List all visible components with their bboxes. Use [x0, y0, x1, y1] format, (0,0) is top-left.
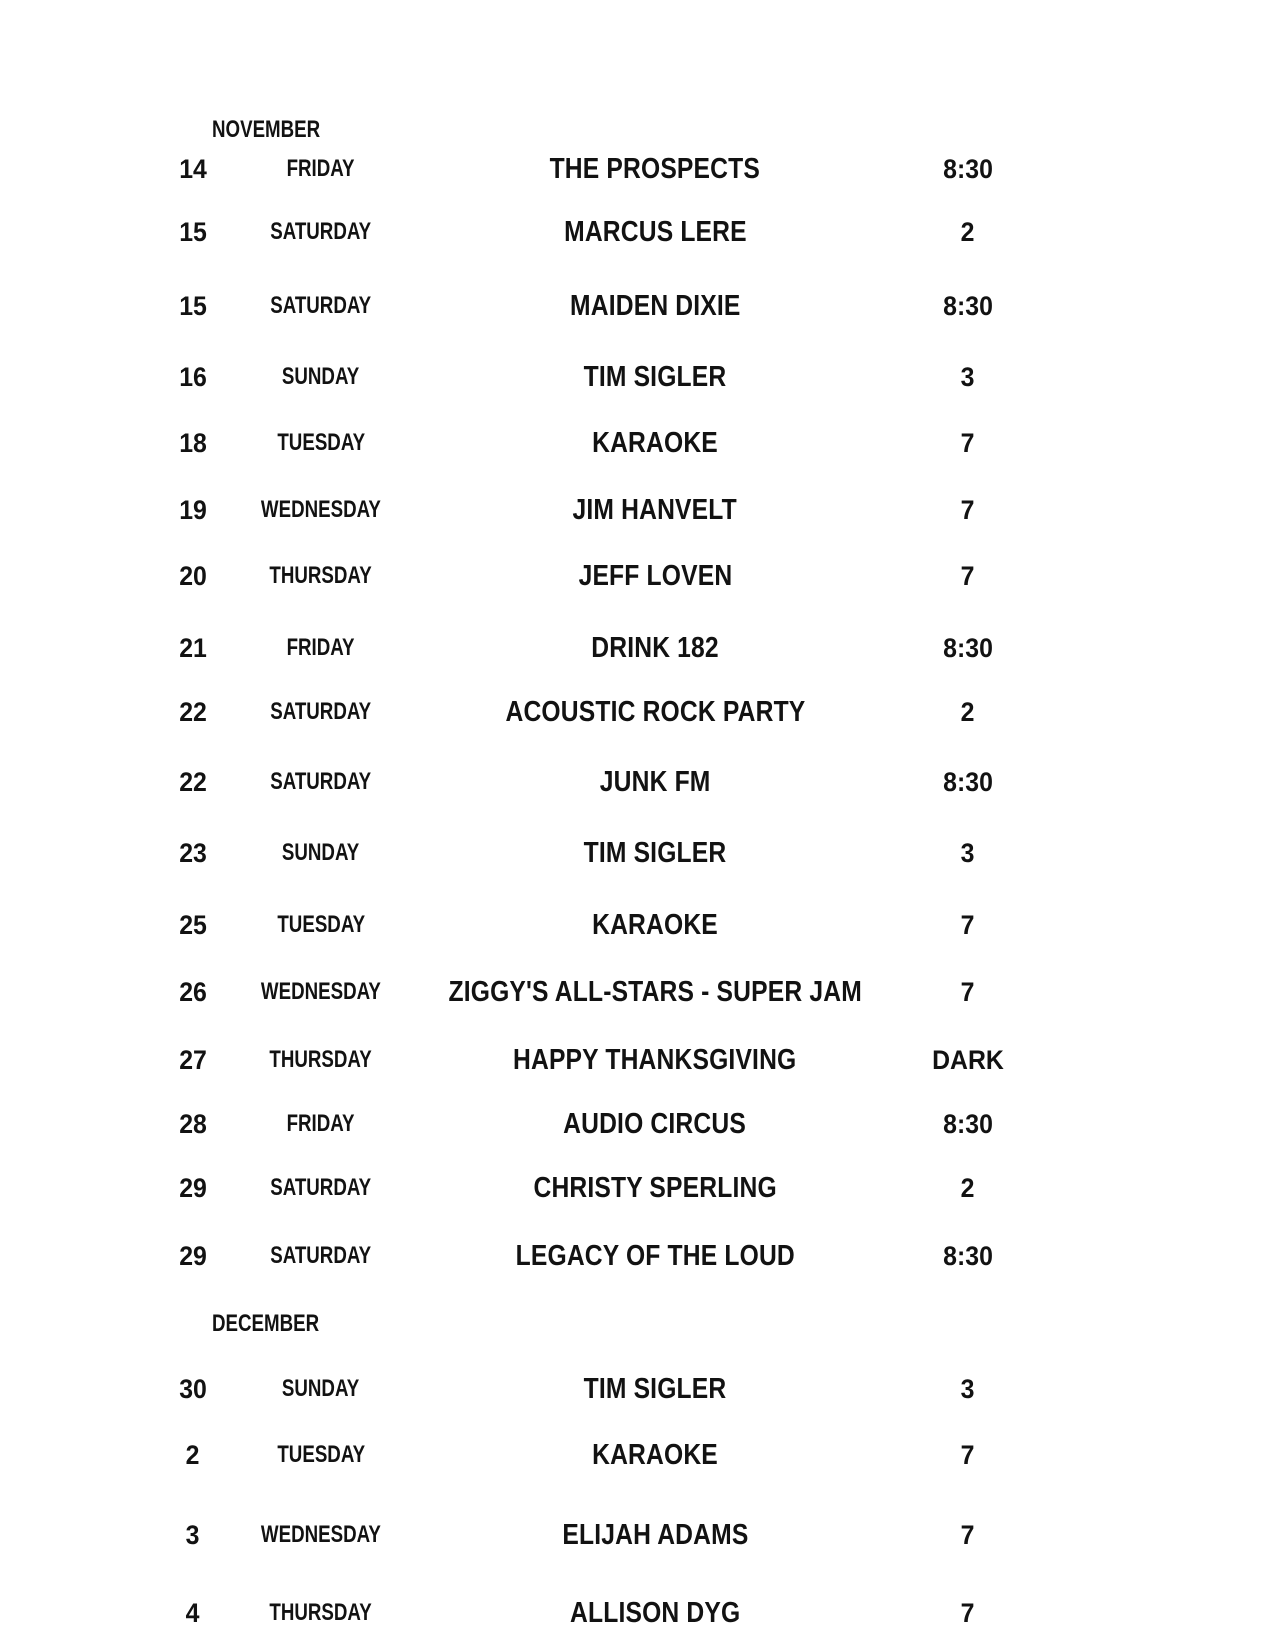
- event-cell: ZIGGY'S ALL-STARS - SUPER JAM: [448, 976, 862, 1008]
- time-cell: 7: [961, 428, 975, 458]
- schedule-row: [0, 837, 1275, 869]
- time-cell: 7: [961, 910, 975, 940]
- month-label: NOVEMBER: [212, 116, 321, 143]
- time-cell: 7: [961, 977, 975, 1007]
- time-cell: 3: [961, 1374, 975, 1404]
- event-cell: DRINK 182: [591, 632, 719, 664]
- date-cell: 25: [179, 910, 207, 940]
- month-label: DECEMBER: [212, 1310, 320, 1337]
- event-cell: TIM SIGLER: [583, 837, 727, 869]
- date-cell: 19: [179, 495, 207, 525]
- time-cell: 7: [961, 1520, 975, 1550]
- time-cell: 2: [961, 217, 975, 247]
- time-cell: DARK: [932, 1045, 1004, 1075]
- day-cell: SATURDAY: [270, 292, 372, 319]
- event-cell: CHRISTY SPERLING: [533, 1172, 777, 1204]
- day-cell: WEDNESDAY: [261, 978, 381, 1005]
- day-cell: SATURDAY: [270, 218, 372, 245]
- event-cell: TIM SIGLER: [583, 1373, 727, 1405]
- event-cell: KARAOKE: [592, 1439, 718, 1471]
- schedule-row: [0, 427, 1275, 459]
- schedule-row: [0, 560, 1275, 592]
- day-cell: TUESDAY: [277, 429, 365, 456]
- event-cell: ALLISON DYG: [569, 1597, 741, 1629]
- date-cell: 15: [179, 217, 207, 247]
- event-cell: MAIDEN DIXIE: [569, 290, 741, 322]
- schedule-row: [0, 216, 1275, 248]
- day-cell: SATURDAY: [270, 768, 372, 795]
- day-cell: TUESDAY: [277, 911, 365, 938]
- schedule-row: [0, 976, 1275, 1008]
- event-cell: KARAOKE: [592, 909, 718, 941]
- event-cell: JEFF LOVEN: [578, 560, 732, 592]
- time-cell: 7: [961, 1440, 975, 1470]
- date-cell: 18: [179, 428, 207, 458]
- date-cell: 27: [179, 1045, 207, 1075]
- date-cell: 21: [179, 633, 207, 663]
- event-cell: MARCUS LERE: [563, 216, 747, 248]
- date-cell: 26: [179, 977, 207, 1007]
- date-cell: 29: [179, 1173, 207, 1203]
- event-cell: AUDIO CIRCUS: [563, 1108, 747, 1140]
- time-cell: 3: [961, 838, 975, 868]
- event-cell: ACOUSTIC ROCK PARTY: [505, 696, 805, 728]
- time-cell: 8:30: [943, 767, 993, 797]
- event-cell: ELIJAH ADAMS: [561, 1519, 749, 1551]
- date-cell: 30: [179, 1374, 207, 1404]
- time-cell: 8:30: [943, 291, 993, 321]
- schedule-row: [0, 1044, 1275, 1076]
- date-cell: 2: [186, 1440, 200, 1470]
- event-cell: KARAOKE: [592, 427, 718, 459]
- time-cell: 3: [961, 362, 975, 392]
- schedule-row: [0, 1519, 1275, 1551]
- day-cell: FRIDAY: [287, 155, 355, 182]
- schedule-row: [0, 361, 1275, 393]
- time-cell: 7: [961, 561, 975, 591]
- day-cell: THURSDAY: [269, 1599, 373, 1626]
- date-cell: 20: [179, 561, 207, 591]
- day-cell: SATURDAY: [270, 698, 372, 725]
- day-cell: SATURDAY: [270, 1242, 372, 1269]
- day-cell: THURSDAY: [269, 562, 373, 589]
- event-cell: THE PROSPECTS: [549, 153, 761, 185]
- schedule-row: [0, 1172, 1275, 1204]
- day-cell: FRIDAY: [287, 634, 355, 661]
- day-cell: SUNDAY: [282, 1375, 360, 1402]
- time-cell: 7: [961, 1598, 975, 1628]
- date-cell: 14: [179, 154, 207, 184]
- schedule-row: [0, 153, 1275, 185]
- schedule-row: [0, 696, 1275, 728]
- date-cell: 15: [179, 291, 207, 321]
- time-cell: 7: [961, 495, 975, 525]
- schedule-row: [0, 1597, 1275, 1629]
- schedule-row: [0, 1240, 1275, 1272]
- schedule-row: [0, 632, 1275, 664]
- schedule-row: [0, 1373, 1275, 1405]
- schedule-row: [0, 494, 1275, 526]
- time-cell: 8:30: [943, 633, 993, 663]
- date-cell: 16: [179, 362, 207, 392]
- day-cell: WEDNESDAY: [261, 496, 381, 523]
- event-cell: JIM HANVELT: [572, 494, 738, 526]
- day-cell: SUNDAY: [282, 839, 360, 866]
- event-cell: LEGACY OF THE LOUD: [515, 1240, 795, 1272]
- date-cell: 28: [179, 1109, 207, 1139]
- schedule-row: [0, 766, 1275, 798]
- month-header-december: [0, 1308, 1275, 1340]
- event-cell: TIM SIGLER: [583, 361, 727, 393]
- date-cell: 4: [186, 1598, 200, 1628]
- day-cell: SATURDAY: [270, 1174, 372, 1201]
- time-cell: 8:30: [943, 1241, 993, 1271]
- date-cell: 23: [179, 838, 207, 868]
- schedule-row: [0, 1108, 1275, 1140]
- time-cell: 8:30: [943, 154, 993, 184]
- schedule-row: [0, 909, 1275, 941]
- date-cell: 3: [186, 1520, 200, 1550]
- date-cell: 22: [179, 767, 207, 797]
- day-cell: FRIDAY: [287, 1110, 355, 1137]
- time-cell: 2: [961, 697, 975, 727]
- schedule-row: [0, 1439, 1275, 1471]
- month-header-november: [0, 114, 1275, 146]
- day-cell: THURSDAY: [269, 1046, 373, 1073]
- schedule-row: [0, 290, 1275, 322]
- date-cell: 29: [179, 1241, 207, 1271]
- day-cell: TUESDAY: [277, 1441, 365, 1468]
- date-cell: 22: [179, 697, 207, 727]
- time-cell: 8:30: [943, 1109, 993, 1139]
- event-cell: HAPPY THANKSGIVING: [513, 1044, 797, 1076]
- event-cell: JUNK FM: [599, 766, 711, 798]
- time-cell: 2: [961, 1173, 975, 1203]
- day-cell: WEDNESDAY: [261, 1521, 381, 1548]
- day-cell: SUNDAY: [282, 363, 360, 390]
